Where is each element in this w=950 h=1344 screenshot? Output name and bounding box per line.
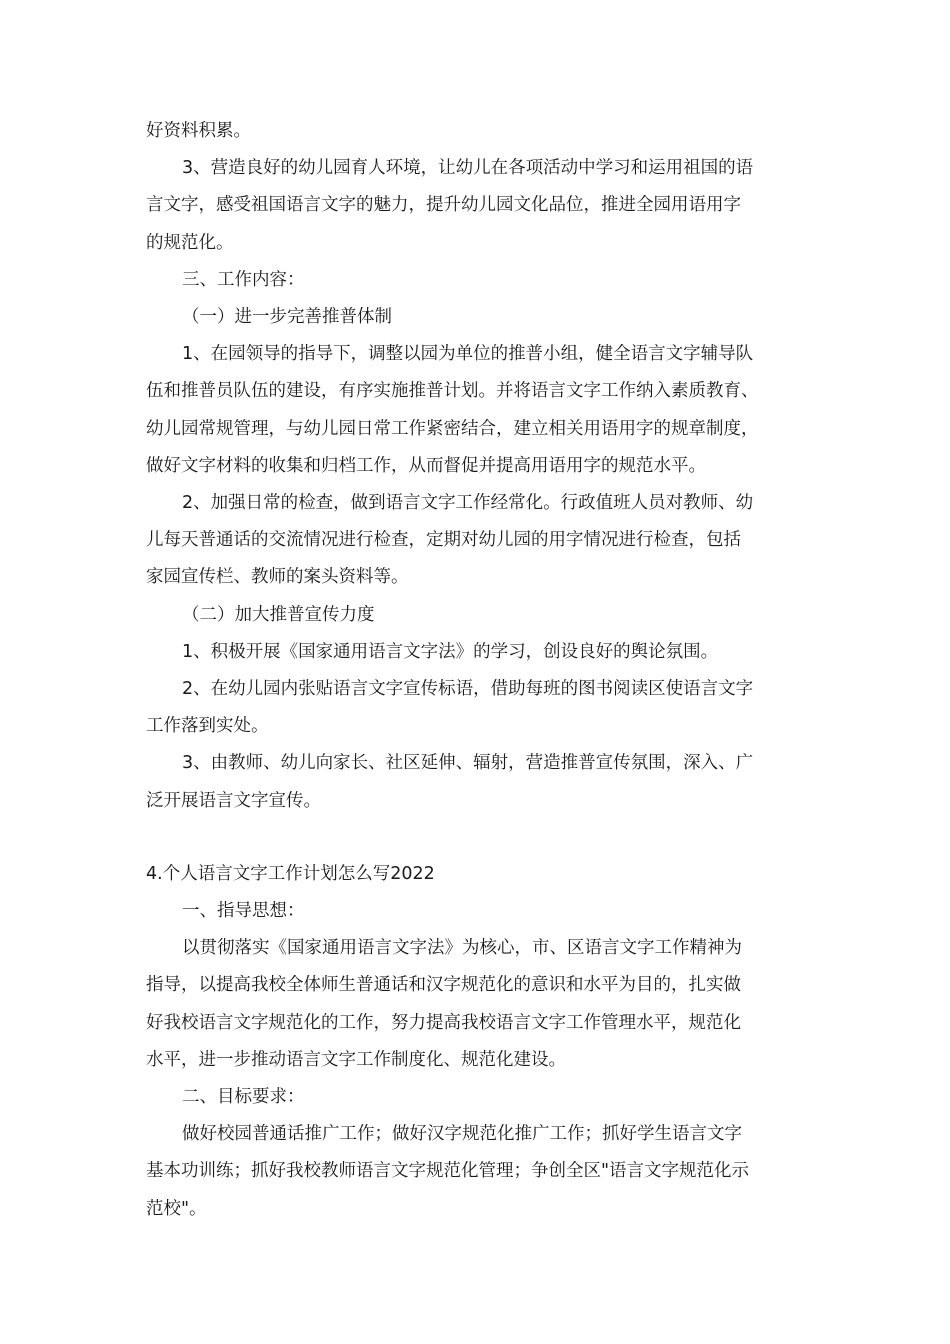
subheading-1 [146,299,836,336]
text-line: 二、目标要求： [182,1087,305,1108]
text-line: 好我校语言文字规范化的工作，努力提高我校语言文字工作管理水平，规范化 [146,1012,741,1033]
paragraph-b5 [146,336,836,485]
text-line: 3、营造良好的幼儿园育人环境，让幼儿在各项活动中学习和运用祖国的语 [182,158,754,179]
text-line: 一、指导思想： [182,901,305,922]
heading-work-content [146,262,836,299]
heading-guiding-thought [146,893,836,930]
paragraph-c2 [146,930,836,1079]
text-line: 基本功训练；抓好我校教师语言文字规范化管理；争创全区"语言文字规范化示 [146,1161,750,1182]
text-line: 指导，以提高我校全体师生普通话和汉字规范化的意识和水平为目的，扎实做 [146,975,741,996]
text-line: 3、由教师、幼儿向家长、社区延伸、辐射，营造推普宣传氛围，深入、广 [182,753,754,774]
paragraph-b10 [146,745,836,819]
text-line: 2、加强日常的检查，做到语言文字工作经常化。行政值班人员对教师、幼 [182,493,754,514]
text-line: 做好文字材料的收集和归档工作，从而督促并提高用语用字的规范水平。 [146,455,706,476]
text-line: 家园宣传栏、教师的案头资料等。 [146,567,409,588]
text-line: 泛开展语言文字宣传。 [146,790,321,811]
section-heading: 4.个人语言文字工作计划怎么写2022 [146,863,435,884]
text-line: 的规范化。 [146,232,234,253]
text-line: 范校"。 [146,1198,207,1219]
text-line: 言文字，感受祖国语言文字的魅力，提升幼儿园文化品位，推进全园用语用字 [146,195,741,216]
document-body [146,113,836,1228]
heading-goals [146,1079,836,1116]
paragraph-c4 [146,1116,836,1228]
text-line: 工作落到实处。 [146,716,269,737]
section-gap [146,820,836,856]
subheading-2 [146,597,836,634]
paragraph-b8 [146,634,836,671]
text-line: 好资料积累。 [146,121,251,141]
text-line: 幼儿园常规管理，与幼儿园日常工作紧密结合，建立相关用语用字的规章制度， [146,418,759,439]
paragraph-b9 [146,671,836,745]
text-line: 做好校园普通话推广工作；做好汉字规范化推广工作；抓好学生语言文字 [182,1124,742,1145]
text-line: （一）进一步完善推普体制 [182,307,392,328]
text-line: 儿每天普通话的交流情况进行检查，定期对幼儿园的用字情况进行检查，包括 [146,530,741,551]
text-line: 1、在园领导的指导下，调整以园为单位的推普小组，健全语言文字辅导队 [182,344,754,365]
text-line: 水平，进一步推动语言文字工作制度化、规范化建设。 [146,1049,566,1070]
text-line: 1、积极开展《国家通用语言文字法》的学习，创设良好的舆论氛围。 [182,641,719,662]
text-line: 三、工作内容： [182,269,305,290]
text-line: 2、在幼儿园内张贴语言文字宣传标语，借助每班的图书阅读区使语言文字 [182,679,754,700]
paragraph-b1 [146,113,836,150]
text-line: （二）加大推普宣传力度 [182,604,375,625]
paragraph-b6 [146,485,836,597]
text-line: 以贯彻落实《国家通用语言文字法》为核心，市、区语言文字工作精神为 [182,938,742,959]
text-line: 伍和推普员队伍的建设，有序实施推普计划。并将语言文字工作纳入素质教育、 [146,381,759,402]
paragraph-b2 [146,150,836,262]
